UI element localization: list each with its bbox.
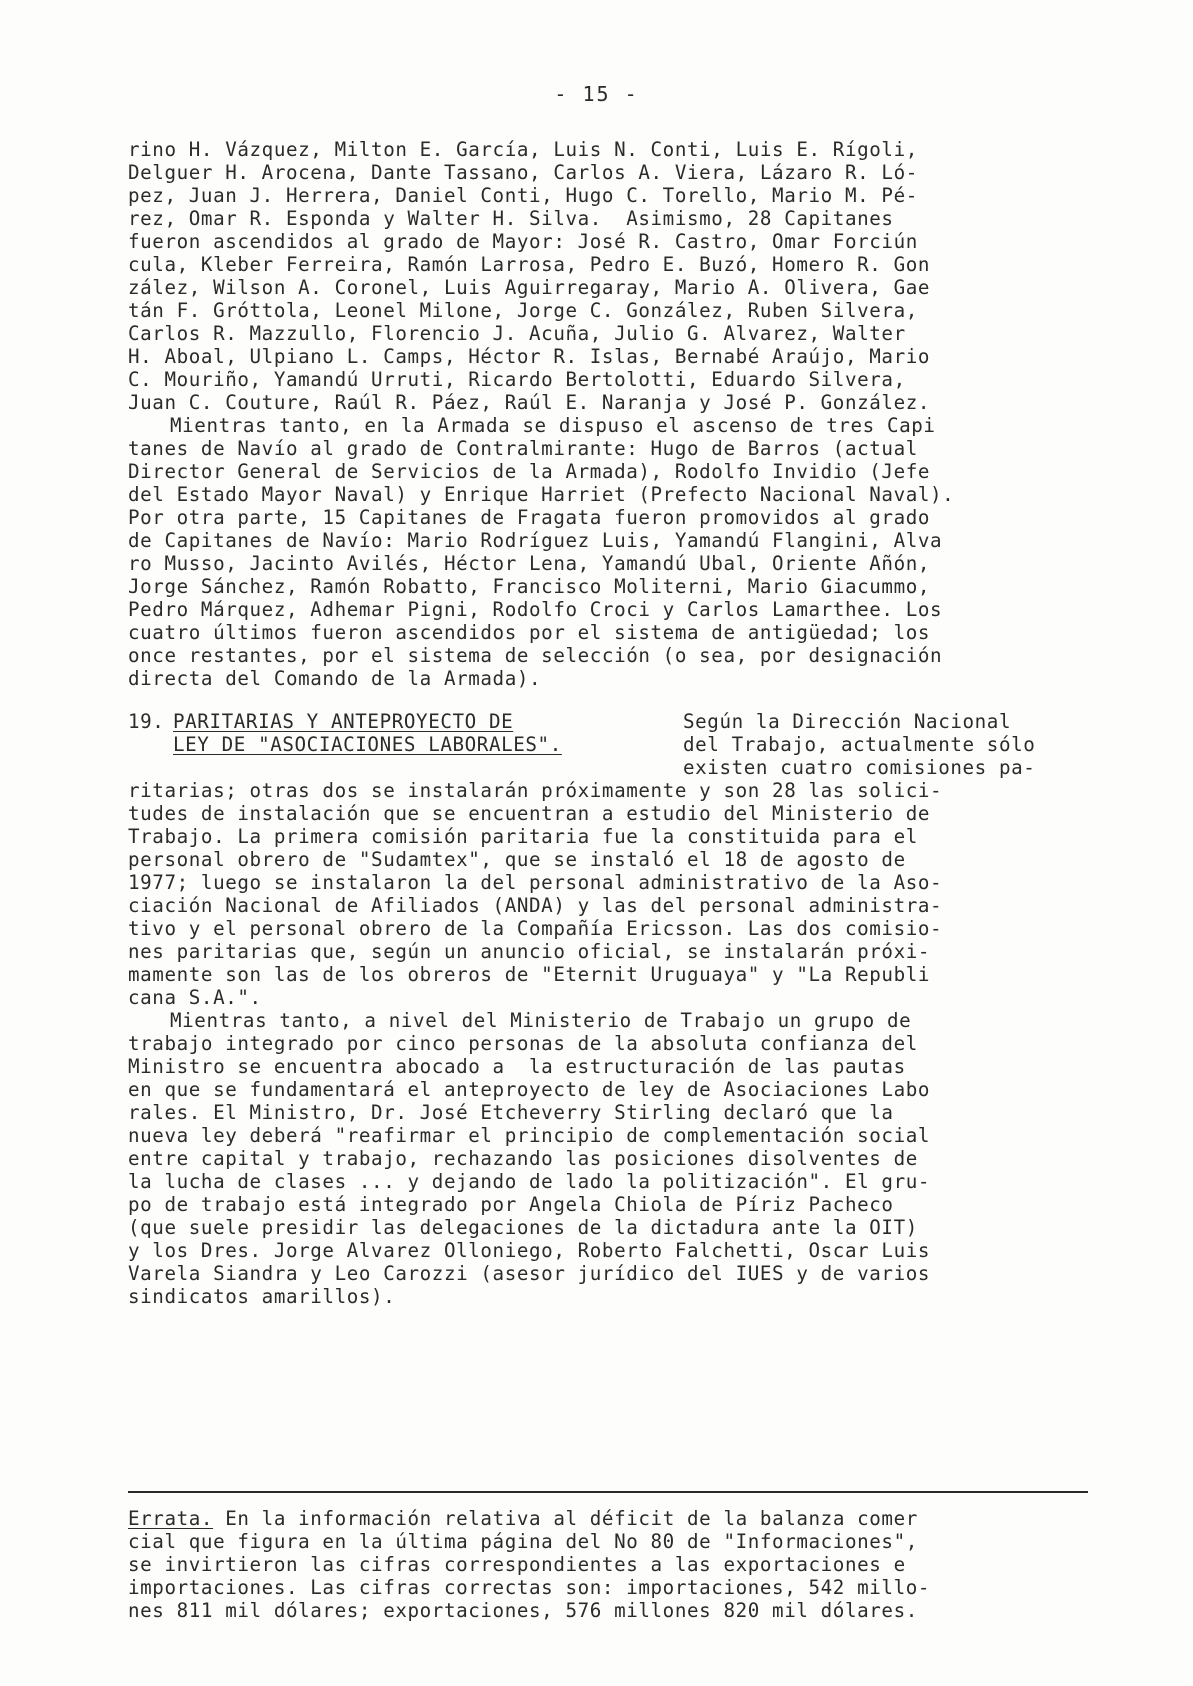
text-line: C. Mouriño, Yamandú Urruti, Ricardo Bertolotti, Eduardo Silvera, [128,368,906,391]
text-line: sindicatos amarillos). [128,1285,396,1308]
text-line: en que se fundamentará el anteproyecto de ley de Asociaciones Labo [128,1078,931,1101]
text-line: Jorge Sánchez, Ramón Robatto, Francisco Moliterni, Mario Giacummo, [128,575,931,598]
text-line: zález, Wilson A. Coronel, Luis Aguirregaray, Mario A. Olivera, Gae [128,276,931,299]
section-number: 19. [128,710,165,733]
text-line: nueva ley deberá "reafirmar el principio de complementación social [128,1124,931,1147]
errata-first-line: En la información relativa al déficit de la balanza comer [213,1507,918,1530]
text-line: Por otra parte, 15 Capitanes de Fragata fueron promovidos al grado [128,506,931,529]
text-line: personal obrero de "Sudamtex", que se instaló el 18 de agosto de [128,848,906,871]
text-line: Ministro se encuentra abocado a la estructuración de las pautas [128,1055,906,1078]
text-line: ro Musso, Jacinto Avilés, Héctor Lena, Yamandú Ubal, Oriente Añón, [128,552,931,575]
text-line: cula, Kleber Ferreira, Ramón Larrosa, Pedro E. Buzó, Homero R. Gon [128,253,931,276]
text-line: (que suele presidir las delegaciones de la dictadura ante la OIT) [128,1216,918,1239]
text-line: Pedro Márquez, Adhemar Pigni, Rodolfo Croci y Carlos Lamarthee. Los [128,598,943,621]
text-line: H. Aboal, Ulpiano L. Camps, Héctor R. Islas, Bernabé Araújo, Mario [128,345,931,368]
text-line: del Estado Mayor Naval) y Enrique Harriet (Prefecto Nacional Naval). [128,483,955,506]
text-line: tanes de Navío al grado de Contralmirante: Hugo de Barros (actual [128,437,918,460]
text-line: importaciones. Las cifras correctas son: importaciones, 542 millo- [128,1576,931,1599]
text-line: Trabajo. La primera comisión paritaria fue la constituida para el [128,825,918,848]
page-number: - 15 - [554,82,639,106]
text-line: existen cuatro comisiones pa- [683,756,1036,779]
text-line: po de trabajo está integrado por Angela Chiola de Píriz Pacheco [128,1193,894,1216]
text-line: ritarias; otras dos se instalarán próximamente y son 28 las solici- [128,779,943,802]
text-line: directa del Comando de la Armada). [128,667,542,690]
text-line: mamente son las de los obreros de "Eternit Uruguaya" y "La Republi [128,963,931,986]
text-line: cuatro últimos fueron ascendidos por el sistema de antigüedad; los [128,621,931,644]
text-line: Mientras tanto, en la Armada se dispuso el ascenso de tres Capi [170,414,936,437]
text-line: tán F. Gróttola, Leonel Milone, Jorge C. González, Ruben Silvera, [128,299,918,322]
text-line: Según la Dirección Nacional [683,710,1012,733]
text-line: Juan C. Couture, Raúl R. Páez, Raúl E. Naranja y José P. González. [128,391,931,414]
text-line: trabajo integrado por cinco personas de la absoluta confianza del [128,1032,918,1055]
text-line: entre capital y trabajo, rechazando las posiciones disolventes de [128,1147,918,1170]
text-line: Delguer H. Arocena, Dante Tassano, Carlos A. Viera, Lázaro R. Ló- [128,161,918,184]
text-line: cial que figura en la última página del No 80 de "Informaciones", [128,1530,918,1553]
section-title: LEY DE "ASOCIACIONES LABORALES". [173,733,562,756]
text-line: nes paritarias que, según un anuncio oficial, se instalarán próxi- [128,940,931,963]
text-line: la lucha de clases ... y dejando de lado la politización". El gru- [128,1170,931,1193]
text-line: Carlos R. Mazzullo, Florencio J. Acuña, Julio G. Alvarez, Walter [128,322,906,345]
text-line [128,1509,918,1528]
text-line: rez, Omar R. Esponda y Walter H. Silva. Asimismo, 28 Capitanes [128,207,894,230]
section-title: PARITARIAS Y ANTEPROYECTO DE [173,710,514,733]
text-line: once restantes, por el sistema de selección (o sea, por designación [128,644,943,667]
text-line: del Trabajo, actualmente sólo [683,733,1036,756]
text-line: 1977; luego se instalaron la del personal administrativo de la Aso- [128,871,943,894]
text-line: Director General de Servicios de la Armada), Rodolfo Invidio (Jefe [128,460,931,483]
text-line: tudes de instalación que se encuentran a estudio del Ministerio de [128,802,931,825]
text-line: Mientras tanto, a nivel del Ministerio de Trabajo un grupo de [170,1009,912,1032]
text-line: nes 811 mil dólares; exportaciones, 576 millones 820 mil dólares. [128,1599,918,1622]
text-line: tivo y el personal obrero de la Compañía Ericsson. Las dos comisio- [128,917,943,940]
text-line: rino H. Vázquez, Milton E. García, Luis N. Conti, Luis E. Rígoli, [128,138,918,161]
text-line: ciación Nacional de Afiliados (ANDA) y las del personal administra- [128,894,943,917]
text-line: se invirtieron las cifras correspondientes a las exportaciones e [128,1553,906,1576]
divider-rule [128,1491,1088,1493]
text-line: Varela Siandra y Leo Carozzi (asesor jurídico del IUES y de varios [128,1262,931,1285]
text-line: cana S.A.". [128,986,262,1009]
text-line: de Capitanes de Navío: Mario Rodríguez Luis, Yamandú Flangini, Alva [128,529,943,552]
text-line: fueron ascendidos al grado de Mayor: José R. Castro, Omar Forciún [128,230,918,253]
text-line: pez, Juan J. Herrera, Daniel Conti, Hugo C. Torello, Mario M. Pé- [128,184,918,207]
text-line: y los Dres. Jorge Alvarez Olloniego, Roberto Falchetti, Oscar Luis [128,1239,931,1262]
text-line: rales. El Ministro, Dr. José Etcheverry Stirling declaró que la [128,1101,894,1124]
errata-label: Errata. [128,1507,214,1530]
